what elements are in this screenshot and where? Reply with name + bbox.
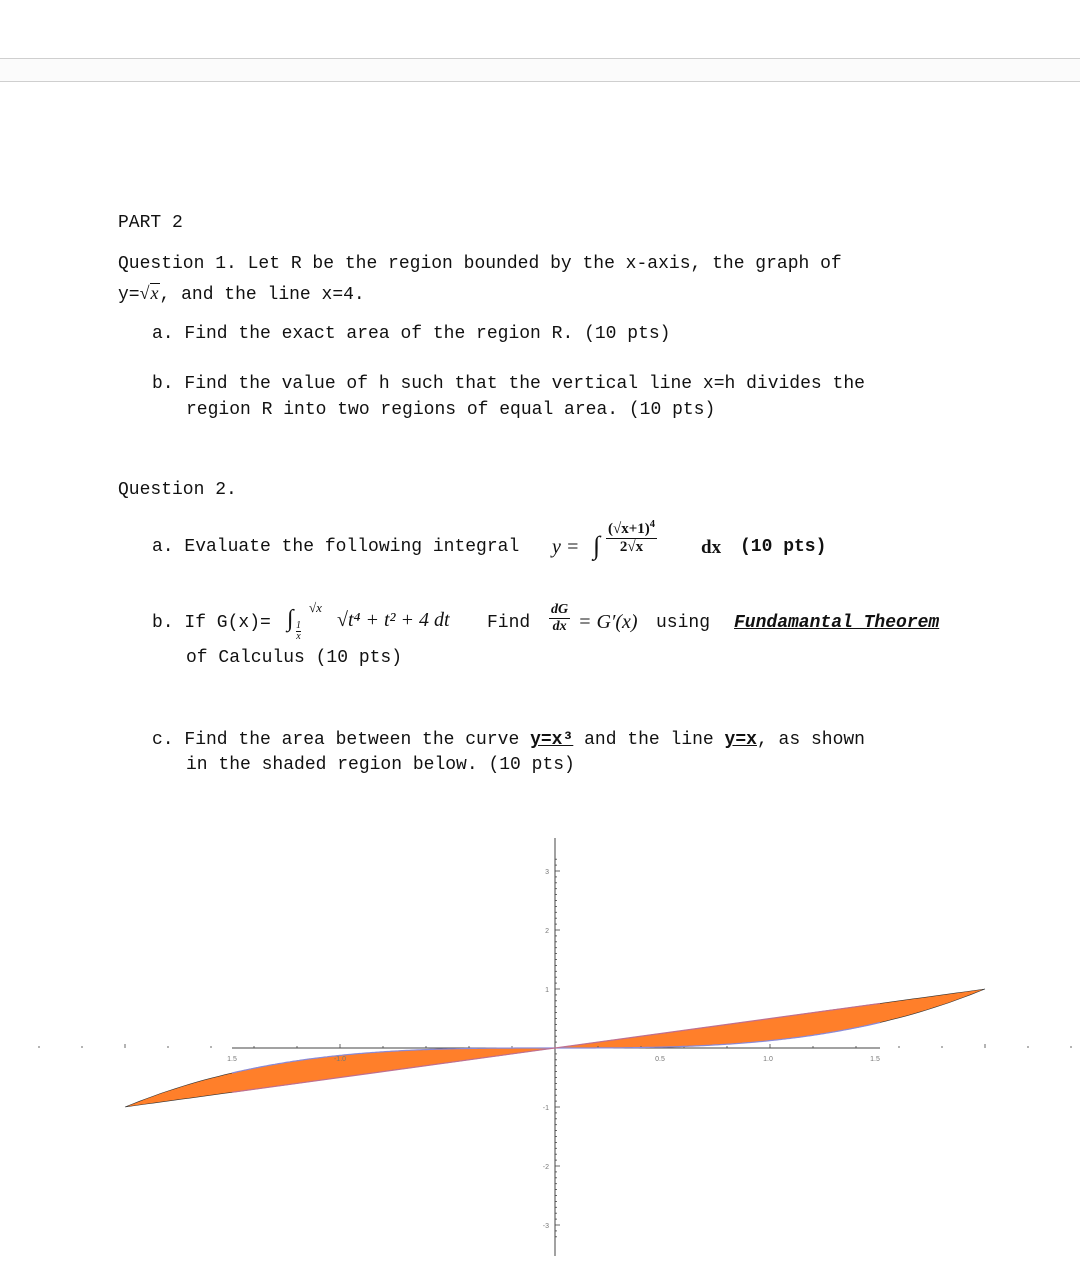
- q2c-line: y=x: [724, 730, 757, 750]
- question-1-part-b-line-2: region R into two regions of equal area. (10 pts): [186, 400, 716, 420]
- q2b-upper-limit: √x: [309, 600, 322, 615]
- q2a-numerator: (√x+1): [608, 521, 650, 537]
- q2b-using: using: [656, 613, 711, 633]
- question-2-part-b-text: b. If G(x)=: [152, 613, 271, 633]
- q2b-integrand: √t⁴ + t² + 4 dt: [337, 609, 450, 631]
- q2a-points: (10 pts): [740, 537, 827, 557]
- x-tick-label: 0.5: [655, 1056, 665, 1063]
- q2b-dx: dx: [552, 619, 567, 634]
- q2b-line-2: of Calculus (10 pts): [186, 648, 403, 668]
- y-tick-label: -1: [542, 1105, 549, 1112]
- q2a-exponent: 4: [649, 519, 656, 530]
- q1-line-tail: , and the line x=4.: [159, 285, 365, 305]
- graph-tick-labels: [227, 869, 880, 1230]
- question-2-part-c-line-2: in the shaded region below. (10 pts): [186, 755, 575, 775]
- question-1-part-b-line-1: b. Find the value of h such that the vertical line x=h divides the: [152, 374, 865, 394]
- question-1-part-a: a. Find the exact area of the region R. (10 pts): [152, 324, 671, 344]
- graph-axes: [0, 838, 1080, 1256]
- y-tick-label: 1: [545, 987, 549, 994]
- y-tick-label: 2: [545, 928, 549, 935]
- question-2-part-a-text: a. Evaluate the following integral: [152, 537, 520, 557]
- x-tick-label: -1.0: [333, 1056, 347, 1063]
- q2c-pre: c. Find the area between the curve: [152, 730, 520, 750]
- q2b-integral-sign: ∫: [287, 606, 294, 632]
- q2a-y-equals: y =: [552, 536, 580, 558]
- q2a-denominator: 2√x: [619, 539, 644, 555]
- integral-sign: ∫: [593, 531, 601, 560]
- q2b-find: Find: [487, 613, 531, 633]
- y-tick-label: -3: [542, 1223, 549, 1230]
- q2b-equals-g-prime: = G′(x): [578, 611, 638, 633]
- q2b-lower-limit-num: 1: [296, 620, 301, 631]
- q2c-post: , as shown: [756, 730, 865, 750]
- x-tick-label: 1.0: [763, 1056, 773, 1063]
- sqrt-symbol: √: [139, 283, 150, 303]
- q1-y-equals: y=: [118, 285, 140, 305]
- question-2-title: Question 2.: [118, 480, 237, 500]
- y-tick-label: 3: [545, 869, 549, 876]
- y-tick-label: -2: [542, 1164, 549, 1171]
- q2b-dG: dG: [551, 602, 569, 617]
- q2b-ftc-link: Fundamantal Theorem: [734, 613, 940, 633]
- q2c-curve: y=x³: [530, 730, 574, 750]
- sqrt-radicand: x: [150, 283, 159, 303]
- x-tick-label: 1.5: [870, 1056, 880, 1063]
- part-title: PART 2: [118, 213, 183, 233]
- x-tick-label: 1.5: [227, 1056, 237, 1063]
- q2a-dx: dx: [701, 537, 722, 558]
- q2c-mid: and the line: [584, 730, 714, 750]
- question-1-line-1: Question 1. Let R be the region bounded by the x-axis, the graph of: [118, 254, 842, 274]
- q2b-lower-limit-den: x: [296, 631, 301, 642]
